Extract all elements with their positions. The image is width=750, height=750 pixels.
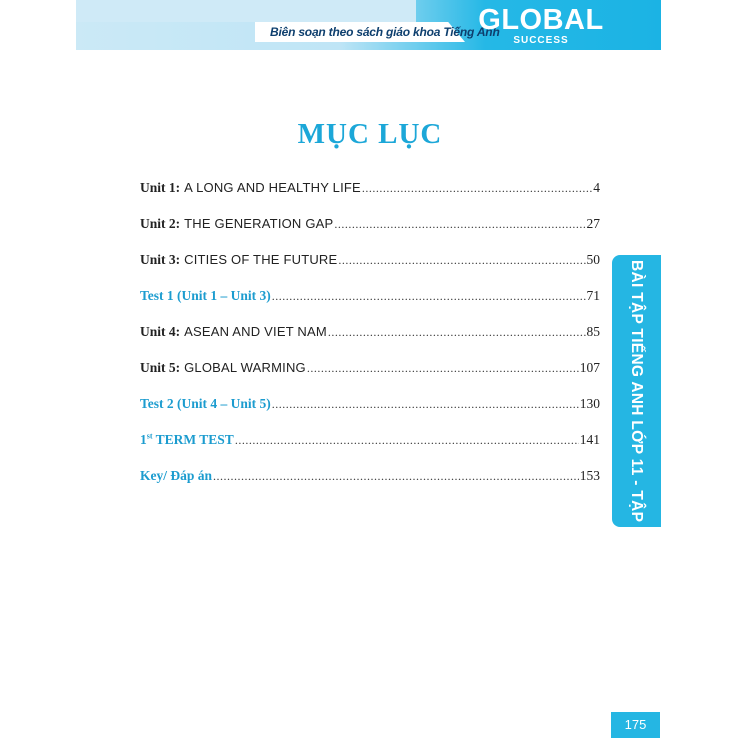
toc-leader [272, 397, 579, 412]
side-tab-label: BÀI TẬP TIẾNG ANH LỚP 11 - TẬP 1 [579, 259, 645, 523]
toc-prefix: Unit 3: [140, 252, 181, 267]
toc-row-term-test[interactable] [140, 432, 600, 468]
toc-prefix: Unit 5: [140, 360, 181, 375]
toc-prefix-rest: TERM TEST [152, 432, 234, 447]
brand-logo: GLOBAL [478, 4, 604, 36]
toc-row-test-2[interactable] [140, 396, 600, 432]
toc-prefix-superscript: st [146, 431, 153, 441]
table-of-contents [140, 180, 600, 504]
toc-page: 85 [586, 324, 600, 339]
toc-leader [338, 253, 585, 268]
toc-page: 153 [579, 468, 600, 483]
toc-leader [328, 325, 586, 340]
toc-page: 4 [593, 180, 600, 195]
toc-row-unit-2[interactable] [140, 216, 600, 252]
toc-leader [272, 289, 586, 304]
toc-name: CITIES OF THE FUTURE [184, 252, 338, 267]
toc-row-unit-1[interactable] [140, 180, 600, 216]
toc-leader [307, 361, 579, 376]
toc-leader [362, 181, 592, 196]
toc-prefix: Unit 4: [140, 324, 181, 339]
page-title: MỤC LỤC [297, 118, 443, 150]
brand-logo-sub: SUCCESS [513, 35, 569, 46]
toc-row-unit-4[interactable] [140, 324, 600, 360]
toc-row-unit-3[interactable] [140, 252, 600, 288]
toc-name: ASEAN AND VIET NAM [184, 324, 327, 339]
toc-row-key[interactable] [140, 468, 600, 504]
toc-page: 141 [579, 432, 600, 447]
toc-prefix: Unit 1: [140, 180, 181, 195]
toc-page: 107 [579, 360, 600, 375]
toc-prefix: Key/ Đáp án [140, 468, 213, 483]
toc-row-unit-5[interactable] [140, 360, 600, 396]
toc-page: 27 [586, 216, 600, 231]
page-number: 175 [611, 712, 660, 738]
toc-row-test-1[interactable] [140, 288, 600, 324]
toc-page: 71 [586, 288, 600, 303]
toc-name: GLOBAL WARMING [184, 360, 306, 375]
toc-prefix-number: 1 [140, 432, 147, 447]
toc-page: 50 [586, 252, 600, 267]
header-banner-light [76, 0, 416, 22]
toc-prefix [140, 432, 234, 448]
toc-name: A LONG AND HEALTHY LIFE [184, 180, 361, 195]
toc-leader [213, 469, 579, 484]
toc-name: THE GENERATION GAP [184, 216, 334, 231]
toc-page: 130 [579, 396, 600, 411]
toc-leader [334, 217, 585, 232]
toc-prefix: Test 1 (Unit 1 – Unit 3) [140, 288, 271, 303]
toc-leader [235, 433, 579, 448]
header-tagline: Biên soạn theo sách giáo khoa Tiếng Anh [270, 25, 500, 39]
toc-prefix: Unit 2: [140, 216, 181, 231]
toc-prefix: Test 2 (Unit 4 – Unit 5) [140, 396, 271, 411]
